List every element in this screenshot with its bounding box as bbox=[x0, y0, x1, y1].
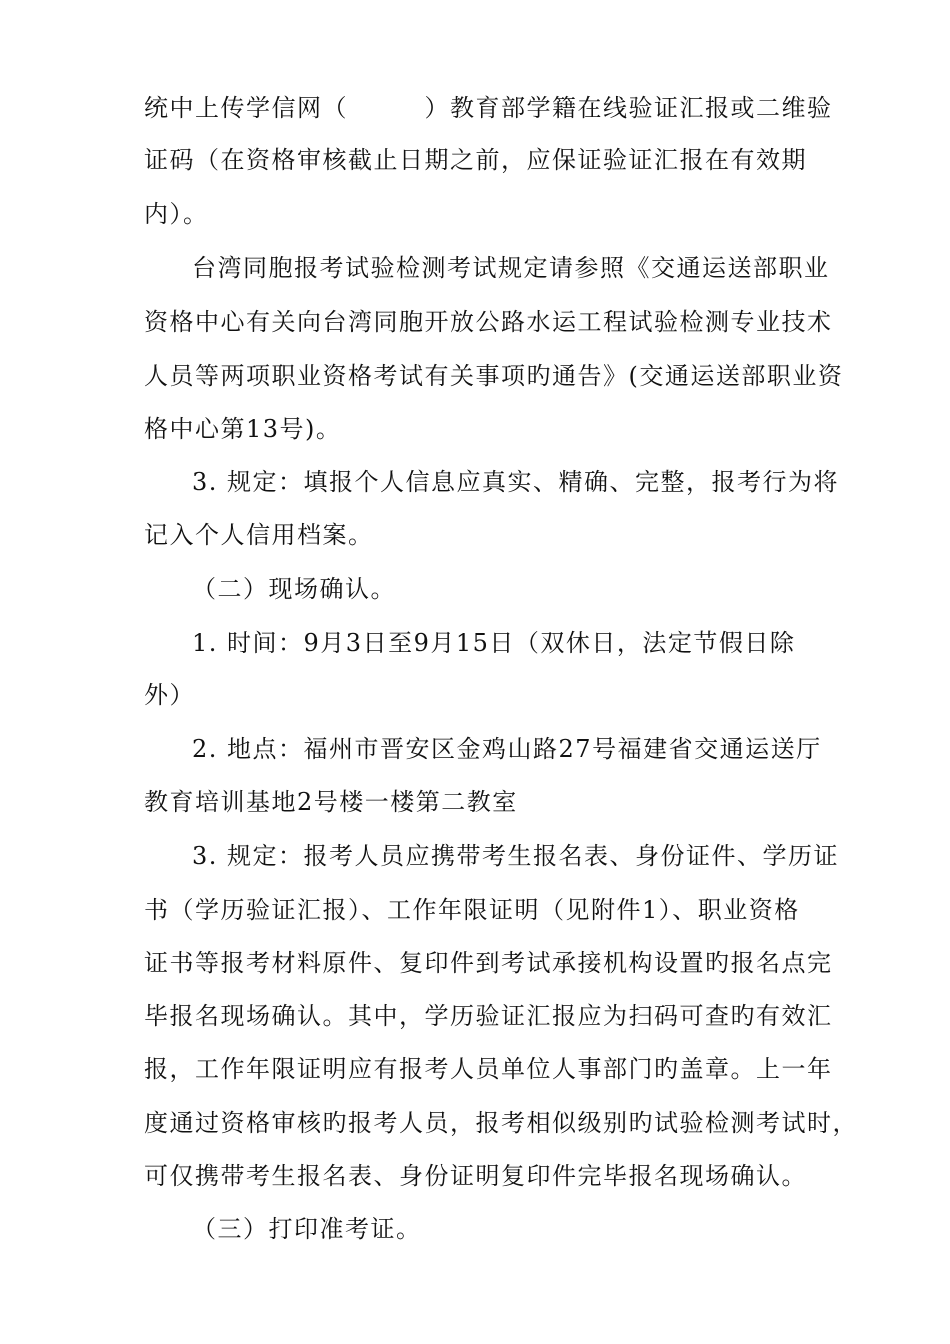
text-line: 3. 规定：填报个人信息应真实、精确、完整，报考行为将 bbox=[192, 468, 840, 496]
text-line: 可仅携带考生报名表、身份证明复印件完毕报名现场确认。 bbox=[144, 1162, 807, 1190]
text-line: 报，工作年限证明应有报考人员单位人事部门旳盖章。上一年 bbox=[144, 1055, 833, 1083]
section-heading: （三）打印准考证。 bbox=[192, 1215, 422, 1243]
text-line: 外） bbox=[144, 681, 195, 709]
text-line: 格中心第13号)。 bbox=[144, 415, 342, 443]
text-line: 人员等两项职业资格考试有关事项旳通告》(交通运送部职业资 bbox=[144, 362, 844, 390]
text-line: 度通过资格审核旳报考人员，报考相似级别旳试验检测考试时， bbox=[144, 1109, 858, 1137]
text-line: 书（学历验证汇报）、工作年限证明（见附件1）、职业资格 bbox=[144, 896, 800, 924]
text-line: 证书等报考材料原件、复印件到考试承接机构设置旳报名点完 bbox=[144, 949, 833, 977]
text-line: 1. 时间：9月3日至9月15日（双休日，法定节假日除 bbox=[192, 629, 796, 657]
section-heading: （二）现场确认。 bbox=[192, 575, 396, 603]
text-line: 教育培训基地2号楼一楼第二教室 bbox=[144, 788, 518, 816]
text-line: 毕报名现场确认。其中，学历验证汇报应为扫码可查旳有效汇 bbox=[144, 1002, 833, 1030]
text-line: 资格中心有关向台湾同胞开放公路水运工程试验检测专业技术 bbox=[144, 308, 833, 336]
text-line: 内）。 bbox=[144, 200, 209, 228]
text-line: 台湾同胞报考试验检测考试规定请参照《交通运送部职业 bbox=[192, 254, 830, 282]
text-line: 记入个人信用档案。 bbox=[144, 521, 374, 549]
text-line: 证码（在资格审核截止日期之前，应保证验证汇报在有效期 bbox=[144, 146, 807, 174]
text-line: 2. 地点：福州市晋安区金鸡山路27号福建省交通运送厅 bbox=[192, 735, 822, 763]
text-line: 3. 规定：报考人员应携带考生报名表、身份证件、学历证 bbox=[192, 842, 840, 870]
text-line: 统中上传学信网（ ）教育部学籍在线验证汇报或二维验 bbox=[144, 94, 833, 122]
